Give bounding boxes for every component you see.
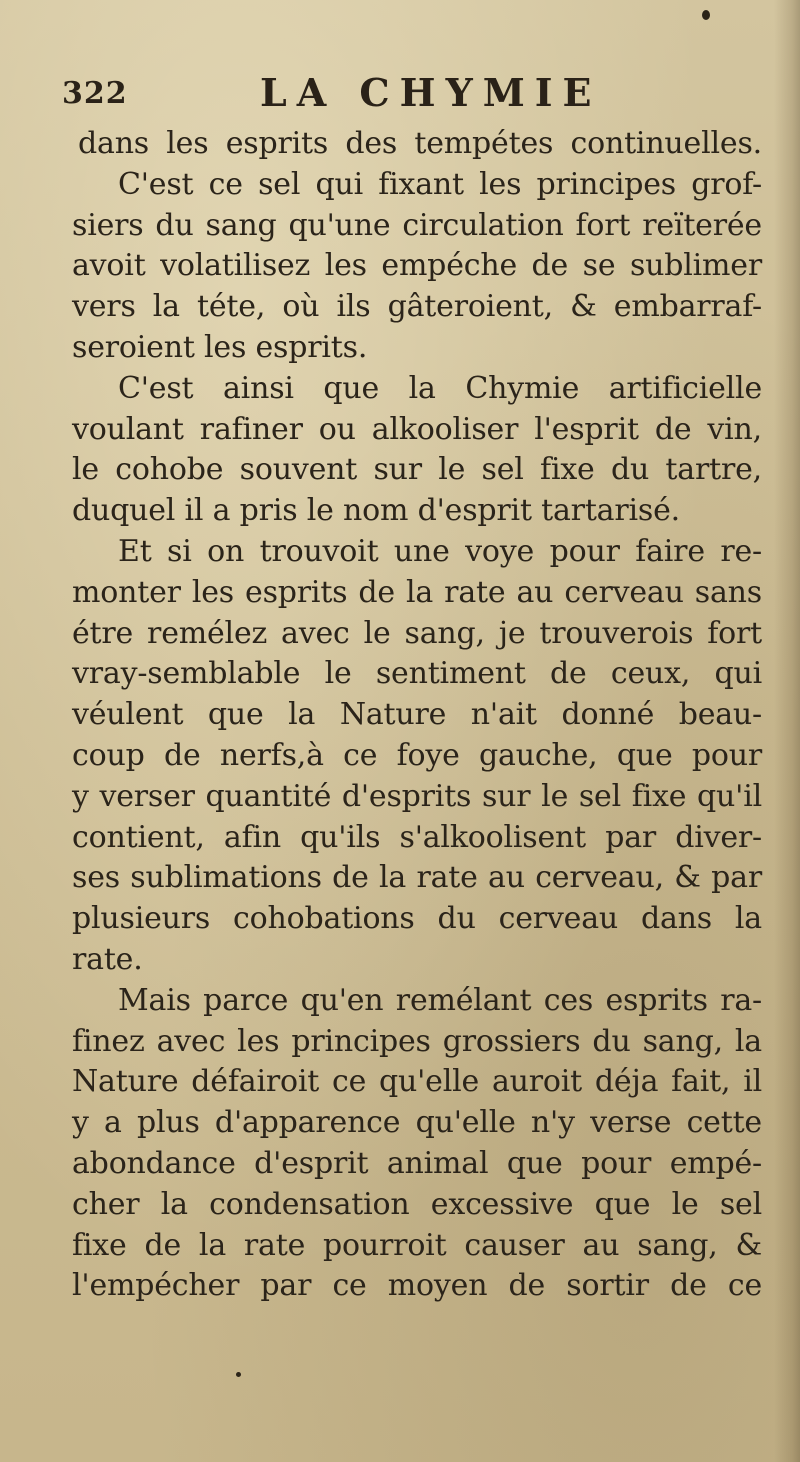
text-line: seroient les esprits.: [72, 329, 368, 365]
text-line: avoit volatilisez les empéche de se sublimer: [72, 248, 762, 284]
text-line: vers la téte, où ils gâteroient, & embarraf-: [72, 289, 762, 325]
text-line: vray-semblable le sentiment de ceux, qui: [72, 656, 762, 692]
text-line: Mais parce qu'en remélant ces esprits ra-: [118, 982, 762, 1018]
paragraph: [72, 369, 762, 532]
text-line: finez avec les principes grossiers du sang, la: [72, 1023, 762, 1059]
text-line: C'est ainsi que la Chymie artificielle: [118, 370, 762, 406]
text-line: dans les esprits des tempétes continuelles.: [78, 126, 762, 161]
text-line: étre remélez avec le sang, je trouverois fort: [72, 615, 762, 651]
paragraph: [72, 981, 762, 1307]
text-line: y a plus d'apparence qu'elle n'y verse cette: [72, 1105, 762, 1141]
paragraph: [72, 532, 762, 981]
text-line: y verser quantité d'esprits sur le sel fixe qu'il: [72, 778, 762, 814]
text-line: siers du sang qu'une circulation fort reïterée: [72, 207, 762, 243]
text-line: C'est ce sel qui fixant les principes grof-: [118, 166, 762, 202]
text-line: coup de nerfs,à ce foye gauche, que pour: [72, 737, 762, 773]
text-line: le cohobe souvent sur le sel fixe du tartre,: [72, 452, 762, 488]
text-line: plusieurs cohobations du cerveau dans la: [72, 901, 762, 937]
paragraph: [72, 124, 762, 369]
body-text: [72, 124, 762, 1307]
ink-spot: [236, 1372, 241, 1377]
text-line: Nature défairoit ce qu'elle auroit déja fait, il: [72, 1064, 762, 1100]
page-edge-shadow: [774, 0, 800, 1462]
text-line: monter les esprits de la rate au cerveau sans: [72, 574, 762, 610]
text-line: Et si on trouvoit une voye pour faire re-: [118, 533, 762, 569]
text-line: véulent que la Nature n'ait donné beau-: [72, 697, 762, 733]
text-line: abondance d'esprit animal que pour empé-: [72, 1145, 762, 1181]
text-line: contient, afin qu'ils s'alkoolisent par diver-: [72, 819, 762, 855]
text-line: fixe de la rate pourroit causer au sang, &: [72, 1227, 762, 1263]
page-number: 322: [62, 76, 128, 111]
text-line: duquel il a pris le nom d'esprit tartarisé.: [72, 493, 680, 529]
ink-spot: [702, 10, 710, 20]
text-line: l'empécher par ce moyen de sortir de ce: [72, 1268, 762, 1304]
text-line: voulant rafiner ou alkooliser l'esprit de vin,: [72, 411, 762, 447]
text-line: ses sublimations de la rate au cerveau, & par: [72, 860, 762, 896]
page-header: [62, 70, 742, 120]
text-line: cher la condensation excessive que le sel: [72, 1186, 762, 1222]
text-line: rate.: [72, 941, 143, 977]
running-title: LA CHYMIE: [260, 70, 602, 115]
